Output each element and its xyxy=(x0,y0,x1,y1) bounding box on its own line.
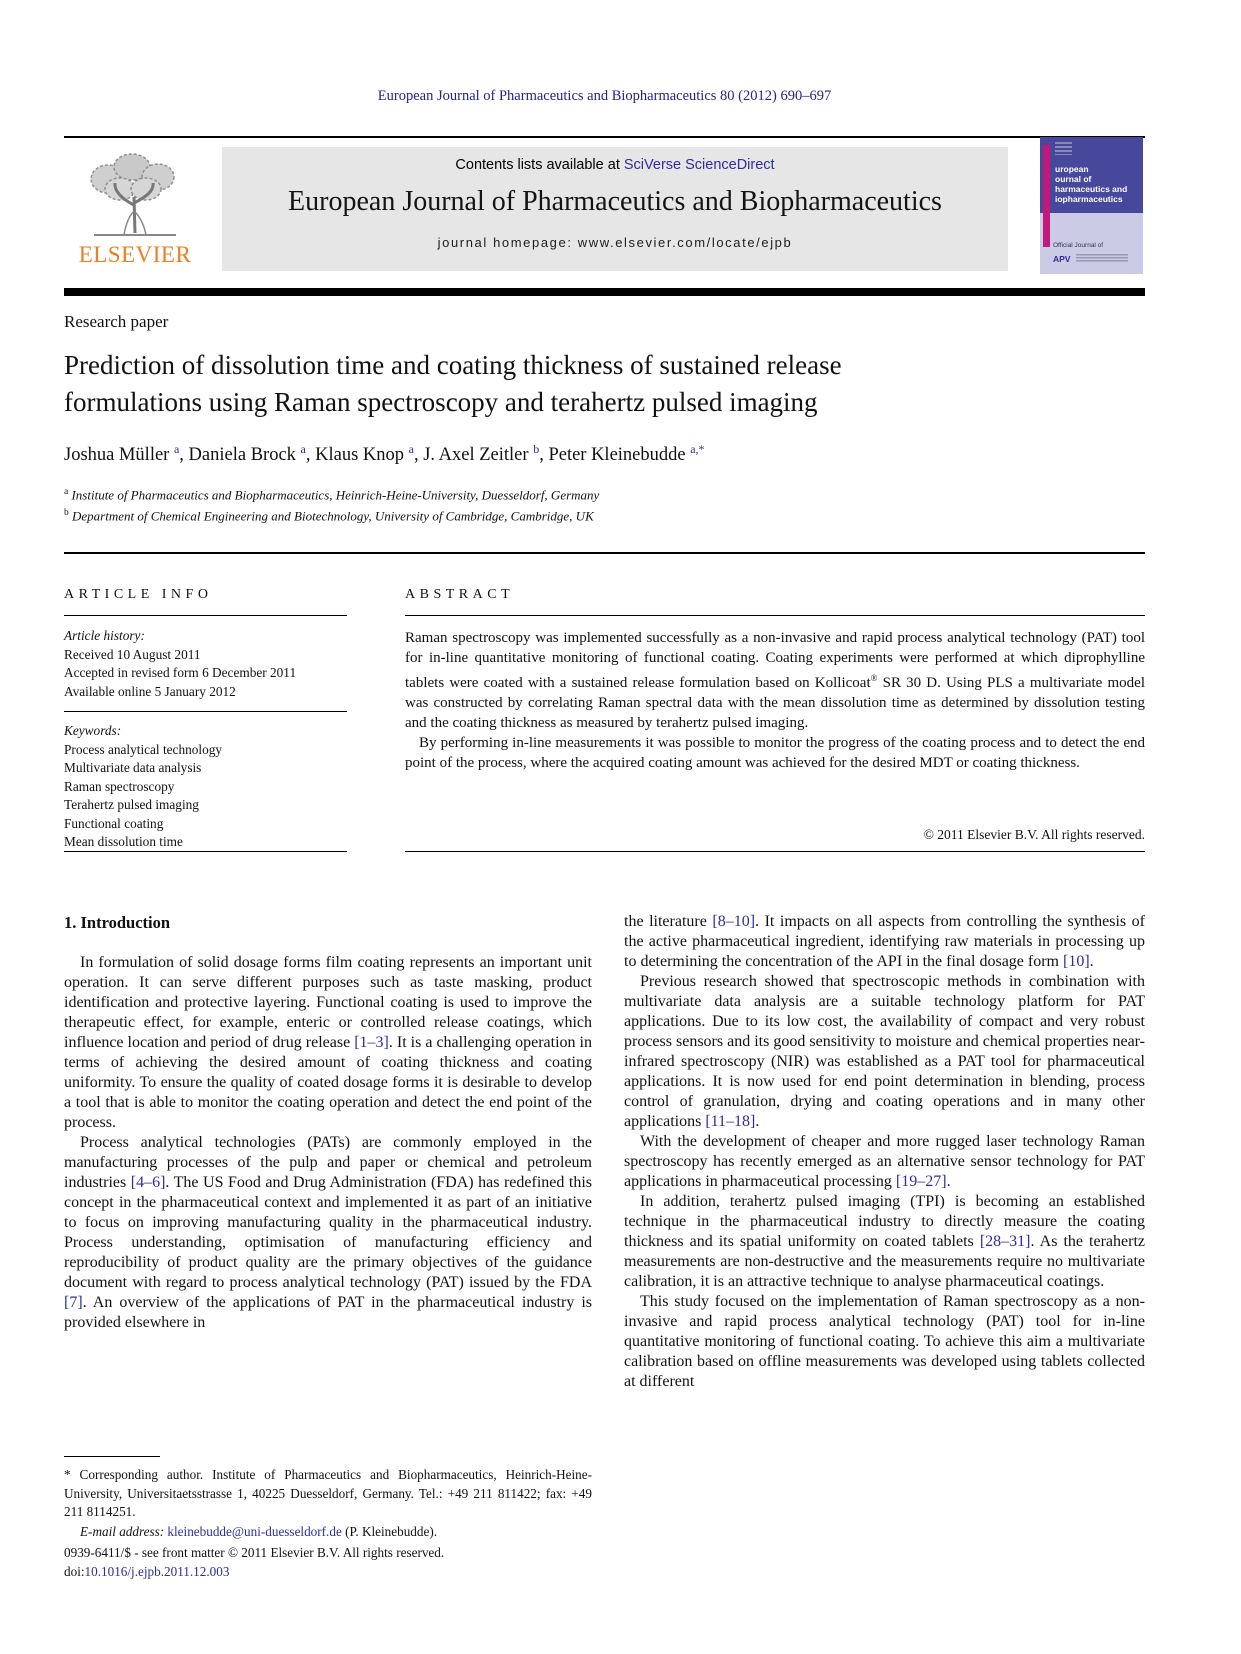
doi-label: doi: xyxy=(64,1564,85,1579)
cover-title-line: harmaceutics and xyxy=(1055,184,1128,194)
author: Daniela Brock $^a$ xyxy=(188,442,306,466)
journal-homepage-line: journal homepage: www.elsevier.com/locate/ejpb xyxy=(437,235,793,250)
article-history-label: Article history: xyxy=(64,628,145,643)
abstract-column xyxy=(405,554,1145,852)
email-link[interactable]: kleinebudde@uni-duesseldorf.de xyxy=(167,1523,342,1539)
corresponding-author-text: * Corresponding author. Institute of Pharmaceutics and Biopharmaceutics, Heinrich-Heine-University, Universitaetsstrasse 1, 40225 Duesseldorf, Germany. Tel.: +49 211 811422; fax: +49 211 8114251. xyxy=(64,1467,592,1519)
paragraph: In addition, terahertz pulsed imaging (TPI) is becoming an established technique in the pharmaceutical industry to directly measure the coating thickness and its spatial uniformity on coated tablets [28–31]. As the terahertz measurements are non-destructive and the measurements require no multivariate calibration, it is an attractive technique to analyse pharmaceutical coatings. xyxy=(624,1193,1146,1290)
article-history-items xyxy=(64,646,347,702)
body-left-text xyxy=(64,953,592,1333)
keyword-item: Functional coating xyxy=(64,815,164,831)
journal-title: European Journal of Pharmaceutics and Biopharmaceutics xyxy=(288,186,942,217)
keywords-items xyxy=(64,741,347,852)
article-title-line2: formulations using Raman spectroscopy and terahertz pulsed imaging xyxy=(64,387,818,417)
article-history xyxy=(64,616,347,701)
citation-link[interactable]: [4–6] xyxy=(130,1174,166,1191)
paragraph: In formulation of solid dosage forms film coating represents an important unit operation. It can serve different purposes such as taste masking, product identification and protective layering. Functional coating is used to improve the therapeutic effect, for example, enteric or controlled release coatings, which influence location and period of drug release [1–3]. It is a challenging operation in terms of achieving the desired amount of coating thickness and coating uniformity. To ensure the quality of coated dosage forms it is desirable to develop a tool that is able to monitor the coating operation and detect the end point of the process. xyxy=(64,954,592,1131)
article-type-label: Research paper xyxy=(64,312,169,331)
section-divider-bar xyxy=(64,288,1145,296)
authors-line: Joshua Müller $^a$, Daniela Brock $^a$, Klaus Knop $^a$, J. Axel Zeitler $^b$, Peter Kleinebudde $^{a,*}$ xyxy=(64,442,705,466)
paragraph: the literature [8–10]. It impacts on all aspects from controlling the synthesis of the active pharmaceutical ingredient, identifying raw materials in processing up to determining the concentration of the API in the final dosage form [10]. xyxy=(624,913,1146,970)
author: Klaus Knop $^a$ xyxy=(315,442,414,466)
citation-link[interactable]: [19–27] xyxy=(895,1173,947,1190)
cover-volume-info xyxy=(1055,142,1072,155)
spacer xyxy=(64,1333,592,1456)
article-info-column xyxy=(64,554,347,852)
contents-line xyxy=(222,147,1008,173)
cover-title-line: iopharmaceutics xyxy=(1055,194,1123,204)
citation-link[interactable]: [10] xyxy=(1063,953,1090,970)
elsevier-wordmark: ELSEVIER xyxy=(78,242,192,267)
issn-copyright-line: 0939-6411/$ - see front matter © 2011 Elsevier B.V. All rights reserved. xyxy=(64,1545,445,1560)
author-affiliation-sup: a,* xyxy=(690,442,705,456)
author-affiliation-sup: a xyxy=(173,442,180,456)
cover-title-lines xyxy=(1055,164,1127,204)
affiliations xyxy=(64,483,1145,526)
cover-official-label: Official Journal of xyxy=(1053,242,1104,249)
masthead xyxy=(64,143,1145,275)
keyword-item: Mean dissolution time xyxy=(64,834,183,849)
body-columns xyxy=(64,912,1145,1541)
paragraph: This study focused on the implementation of Raman spectroscopy as a non-invasive and rapid process analytical technology (PAT) tool for in-line quantitative monitoring of functional coating. To achieve this aim a multivariate calibration based on offline measurements was developed using tablets collected at different xyxy=(624,1293,1145,1390)
keywords-label: Keywords: xyxy=(64,723,122,738)
abstract-text xyxy=(405,616,1145,827)
author: Joshua Müller $^a$ xyxy=(64,442,180,466)
abstract-copyright: © 2011 Elsevier B.V. All rights reserved. xyxy=(923,827,1145,842)
article-title-line1: Prediction of dissolution time and coating thickness of sustained release xyxy=(64,350,842,380)
affiliation: $^b$ Department of Chemical Engineering and Biotechnology, University of Cambridge, Cambridge, UK xyxy=(64,508,594,524)
article-title xyxy=(64,347,1145,421)
article-info-heading: ARTICLE INFO xyxy=(64,554,347,616)
author-affiliation-sup: b xyxy=(533,442,540,456)
cover-title-line: ournal of xyxy=(1055,174,1092,184)
article-info-abstract-block xyxy=(64,552,1145,852)
citation-link[interactable]: [8–10] xyxy=(712,913,756,930)
author-affiliation-sup: a xyxy=(300,442,306,456)
keywords-block xyxy=(64,712,347,852)
citation-link[interactable]: [11–18] xyxy=(705,1113,756,1130)
cover-apv-logo: APV xyxy=(1053,254,1071,264)
keyword-item: Process analytical technology xyxy=(64,741,223,757)
citation-link[interactable]: [1–3] xyxy=(354,1034,389,1051)
keyword-item: Terahertz pulsed imaging xyxy=(64,797,199,812)
affiliation: $^a$ Institute of Pharmaceutics and Biopharmaceutics, Heinrich-Heine-University, Duesseldorf, Germany xyxy=(64,487,600,503)
doi-line xyxy=(64,1562,444,1581)
email-suffix: (P. Kleinebudde). xyxy=(341,1523,438,1539)
history-item: Available online 5 January 2012 xyxy=(64,683,236,699)
paragraph: With the development of cheaper and more rugged laser technology Raman spectroscopy has recently emerged as an alternative sensor technology for PAT applications in pharmaceutical processing [19–27]. xyxy=(624,1133,1145,1190)
journal-cover-thumbnail xyxy=(1040,137,1143,274)
abstract-paragraph: Raman spectroscopy was implemented successfully as a non-invasive and rapid process analytical technology (PAT) tool for in-line quantitative monitoring of functional coating. Coating experiments were performed at which diprophylline tablets were coated with a sustained release formulation based on Kollicoat® SR 30 D. Using PLS a multivariate model was constructed by correlating Raman spectral data with the mean dissolution time as determined by dissolution testing and the coating thickness as measured by terahertz pulsed imaging. xyxy=(405,630,1145,731)
cover-title-line: uropean xyxy=(1055,164,1089,174)
cover-apv-smallprint xyxy=(1076,254,1128,263)
author: Peter Kleinebudde $^{a,*}$ xyxy=(548,442,705,466)
author-affiliation-sup: a xyxy=(408,442,414,456)
body-left-column xyxy=(64,912,592,1541)
author: J. Axel Zeitler $^b$ xyxy=(423,442,540,466)
contents-prefix: Contents lists available at xyxy=(455,157,624,173)
email-line xyxy=(64,1523,592,1542)
corresponding-author-footnote xyxy=(64,1456,592,1541)
footnote-divider xyxy=(64,1456,160,1457)
history-item: Accepted in revised form 6 December 2011 xyxy=(64,665,297,680)
page-footer xyxy=(64,1543,444,1581)
history-item: Received 10 August 2011 xyxy=(64,646,201,662)
body-right-column xyxy=(624,912,1145,1541)
cover-pink-stripe xyxy=(1043,145,1050,247)
headmatter xyxy=(64,312,1145,526)
doi-link[interactable]: 10.1016/j.ejpb.2011.12.003 xyxy=(84,1564,230,1579)
abstract-paragraph: By performing in-line measurements it was possible to monitor the progress of the coating process and to detect the end point of the process, where the acquired coating amount was achieved for the desired MDT or coating thickness. xyxy=(405,735,1145,771)
masthead-box xyxy=(222,147,1008,271)
paragraph: Process analytical technologies (PATs) are commonly employed in the manufacturing processes of the pulp and paper or chemical and petroleum industries [4–6]. The US Food and Drug Administration (FDA) has redefined this concept in the pharmaceutical context and implemented it as part of an initiative to focus on improving manufacturing quality in the pharmaceutical industry. Process understanding, optimisation of manufacturing efficiency and reproducibility of product quality are the primary objectives of the guidance document with regard to process analytical technology (PAT) issued by the FDA [7]. An overview of the applications of PAT in the pharmaceutical industry is provided elsewhere in xyxy=(64,1134,593,1331)
email-label: E-mail address: xyxy=(80,1523,165,1539)
section-1-heading: 1. Introduction xyxy=(64,913,171,932)
top-divider xyxy=(64,136,1145,138)
elsevier-logo xyxy=(64,145,206,268)
citation-link[interactable]: [28–31] xyxy=(979,1233,1031,1250)
sciverse-sciencedirect-link[interactable]: SciVerse ScienceDirect xyxy=(623,157,775,173)
citation-link[interactable]: [7] xyxy=(64,1294,83,1311)
keyword-item: Raman spectroscopy xyxy=(64,778,175,794)
paragraph: Previous research showed that spectroscopic methods in combination with multivariate data analysis are a suitable technology platform for PAT applications. Due to its low cost, the availability of compact and very robust process sensors and its good sensitivity to moisture and chemical properties near-infrared spectroscopy (NIR) was established as a PAT tool for pharmaceutical applications. It is now used for end point determination in blending, process control of granulation, drying and coating operations and in many other applications [11–18]. xyxy=(624,973,1145,1130)
keyword-item: Multivariate data analysis xyxy=(64,760,202,775)
citation-header: European Journal of Pharmaceutics and Biopharmaceutics 80 (2012) 690–697 xyxy=(377,88,832,104)
abstract-heading: ABSTRACT xyxy=(405,554,1145,616)
